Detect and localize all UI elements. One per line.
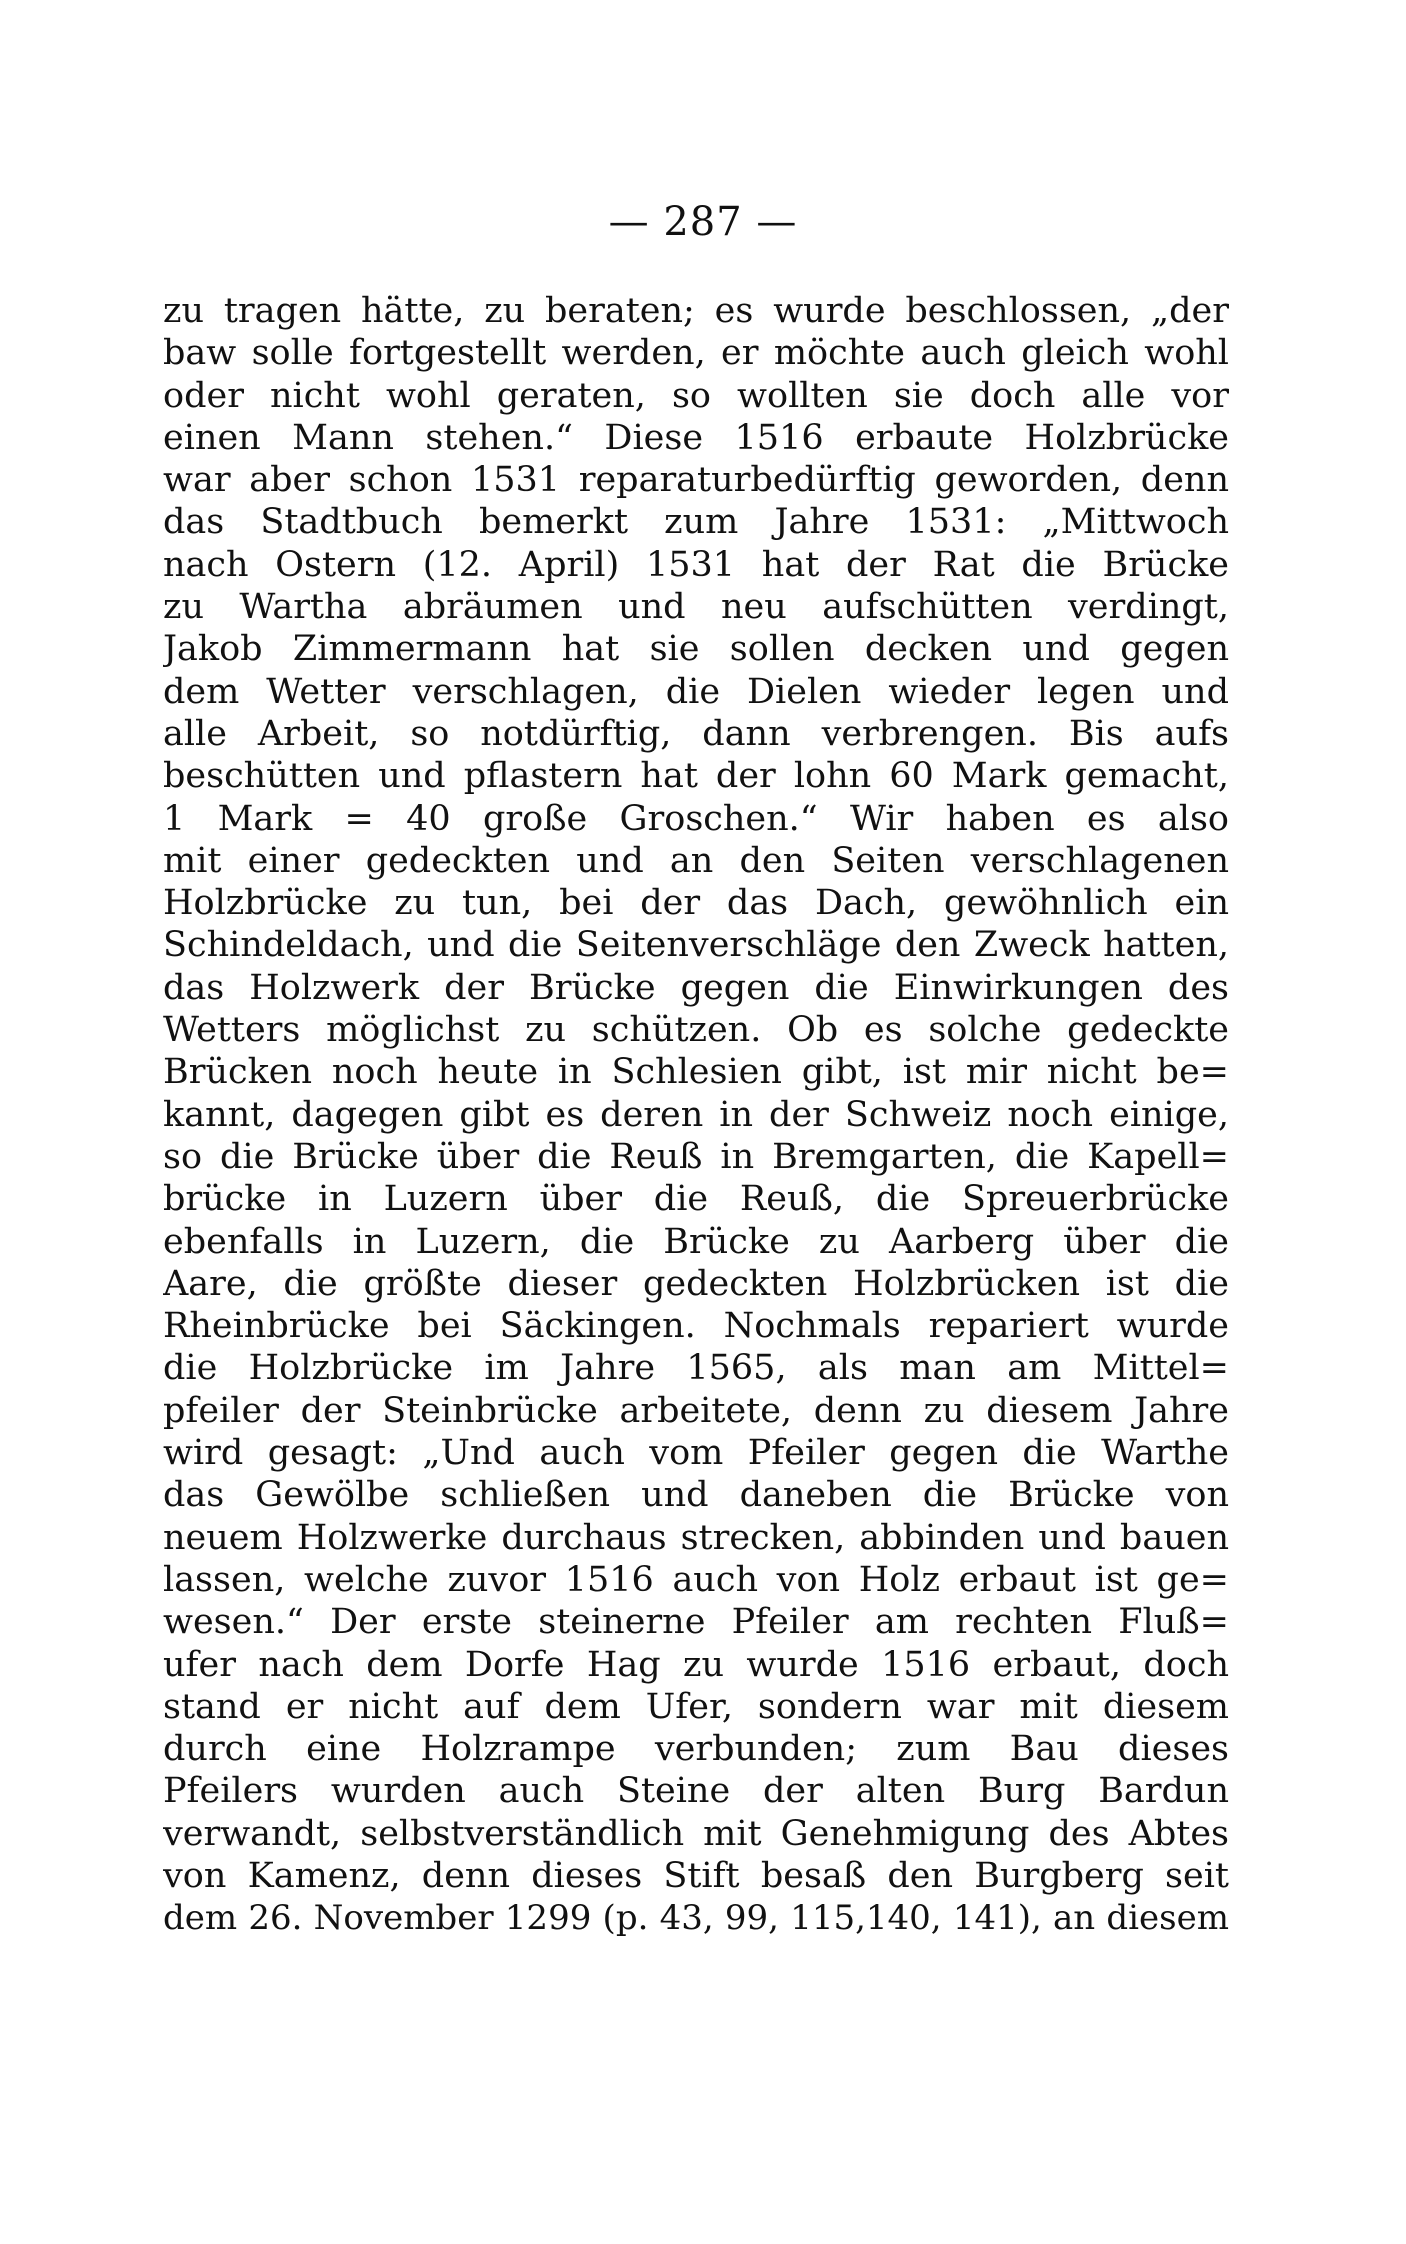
text-line: brücke in Luzern über die Reuß, die Spreuerbrücke	[163, 1179, 1229, 1220]
text-line: das Gewölbe schließen und daneben die Brücke von	[163, 1475, 1229, 1516]
text-line: beschütten und pflastern hat der lohn 60 Mark gemacht,	[163, 756, 1229, 797]
text-line: oder nicht wohl geraten, so wollten sie doch alle vor	[163, 375, 1229, 416]
text-line: das Holzwerk der Brücke gegen die Einwirkungen des	[163, 967, 1229, 1008]
text-line: pfeiler der Steinbrücke arbeitete, denn zu diesem Jahre	[163, 1390, 1229, 1431]
page-number: — 287 —	[608, 199, 798, 245]
text-line: dem 26. November 1299 (p. 43, 99, 115,140, 141), an diesem	[163, 1898, 1229, 1939]
text-line: zu Wartha abräumen und neu aufschütten verdingt,	[163, 587, 1229, 628]
text-line: verwandt, selbstverständlich mit Genehmigung des Abtes	[163, 1813, 1229, 1854]
text-line: wesen.“ Der erste steinerne Pfeiler am rechten Fluß=	[163, 1602, 1229, 1643]
text-line: zu tragen hätte, zu beraten; es wurde beschlossen, „der	[163, 291, 1229, 331]
text-line: nach Ostern (12. April) 1531 hat der Rat die Brücke	[163, 544, 1229, 585]
text-line: Rheinbrücke bei Säckingen. Nochmals repariert wurde	[163, 1306, 1229, 1347]
text-line: Aare, die größte dieser gedeckten Holzbrücken ist die	[163, 1263, 1229, 1304]
text-line: alle Arbeit, so notdürftig, dann verbrengen. Bis aufs	[163, 713, 1229, 754]
text-line: Jakob Zimmermann hat sie sollen decken und gegen	[163, 629, 1229, 670]
text-line: ebenfalls in Luzern, die Brücke zu Aarberg über die	[163, 1221, 1229, 1262]
text-line: baw solle fortgestellt werden, er möchte auch gleich wohl	[163, 333, 1229, 374]
text-line: Pfeilers wurden auch Steine der alten Burg Bardun	[163, 1771, 1229, 1812]
text-line: Wetters möglichst zu schützen. Ob es solche gedeckte	[163, 1010, 1229, 1051]
text-line: 1 Mark = 40 große Groschen.“ Wir haben es also	[163, 798, 1229, 839]
text-line: neuem Holzwerke durchaus strecken, abbinden und bauen	[163, 1517, 1229, 1558]
text-line: die Holzbrücke im Jahre 1565, als man am Mittel=	[163, 1348, 1229, 1389]
text-line: so die Brücke über die Reuß in Bremgarten, die Kapell=	[163, 1136, 1229, 1177]
text-line: Schindeldach, und die Seitenverschläge den Zweck hatten,	[163, 925, 1229, 966]
text-line: einen Mann stehen.“ Diese 1516 erbaute Holzbrücke	[163, 417, 1229, 458]
body-text	[163, 290, 1229, 1940]
text-line: Brücken noch heute in Schlesien gibt, ist mir nicht be=	[163, 1052, 1229, 1093]
text-line: war aber schon 1531 reparaturbedürftig geworden, denn	[163, 460, 1229, 501]
text-line: das Stadtbuch bemerkt zum Jahre 1531: „Mittwoch	[163, 502, 1229, 543]
text-line: kannt, dagegen gibt es deren in der Schweiz noch einige,	[163, 1094, 1229, 1135]
text-line: lassen, welche zuvor 1516 auch von Holz erbaut ist ge=	[163, 1559, 1229, 1600]
text-line: wird gesagt: „Und auch vom Pfeiler gegen die Warthe	[163, 1433, 1229, 1474]
text-line: von Kamenz, denn dieses Stift besaß den Burgberg seit	[163, 1855, 1229, 1896]
text-line: ufer nach dem Dorfe Hag zu wurde 1516 erbaut, doch	[163, 1644, 1229, 1685]
text-line: dem Wetter verschlagen, die Dielen wieder legen und	[163, 671, 1229, 712]
text-line: stand er nicht auf dem Ufer, sondern war mit diesem	[163, 1686, 1229, 1727]
text-line: durch eine Holzrampe verbunden; zum Bau dieses	[163, 1729, 1229, 1770]
text-line: mit einer gedeckten und an den Seiten verschlagenen	[163, 840, 1229, 881]
text-line: Holzbrücke zu tun, bei der das Dach, gewöhnlich ein	[163, 883, 1229, 924]
